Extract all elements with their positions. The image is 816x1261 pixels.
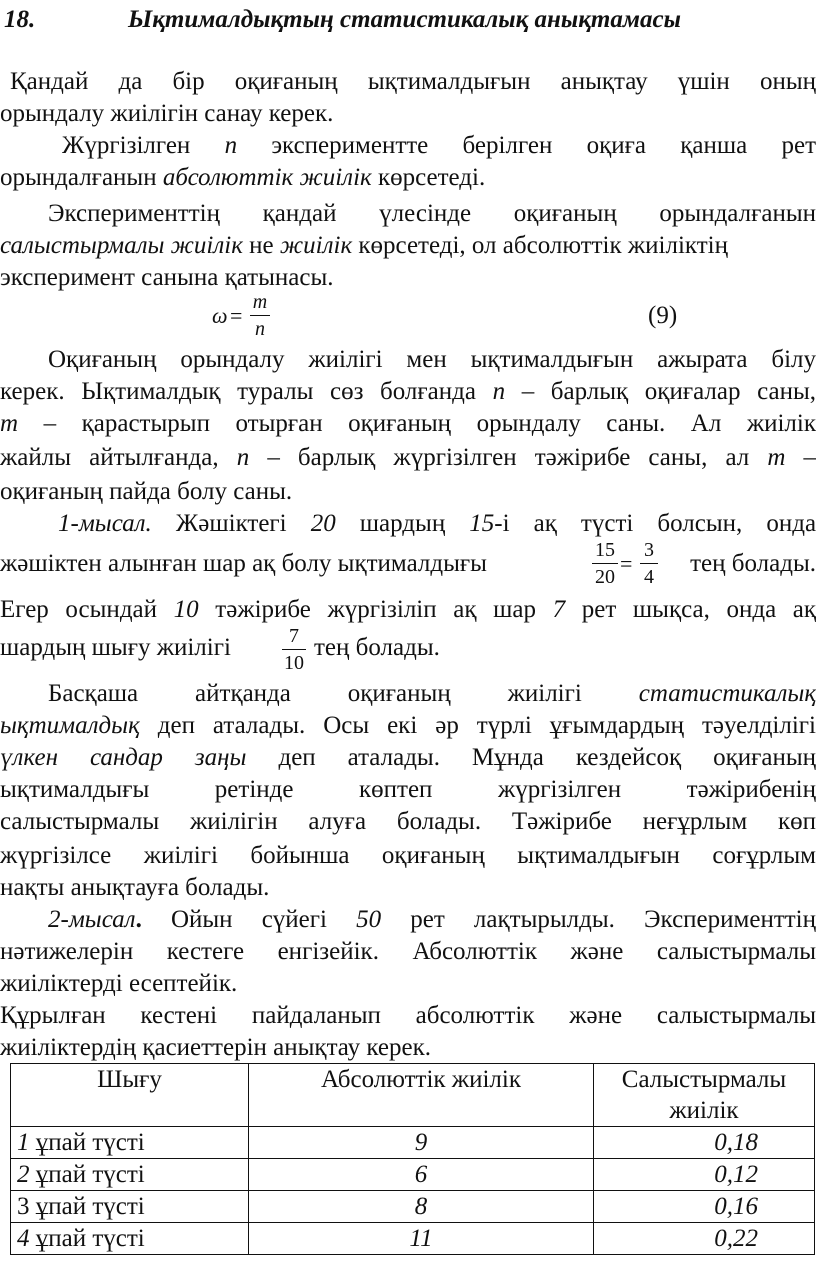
paragraph-2-line-2: орындалғанын абсолюттік жиілік көрсетеді.: [0, 164, 486, 191]
cell-outcome: 3 ұпай түсті: [11, 1191, 249, 1223]
cell-absolute: 6: [249, 1159, 594, 1191]
paragraph-5-line-2: ықтималдық деп аталады. Осы екі әр түрлі ұғымдардың тәуелділігі: [0, 712, 816, 739]
fraction-15-20: 15 20: [592, 538, 618, 589]
header-outcome: Шығу: [11, 1064, 249, 1127]
formula-numerator: m: [252, 291, 268, 313]
paragraph-4-line-4: жайлы айтылғанда, n – барлық жүргізілген тәжірибе саны, ал m –: [0, 444, 816, 471]
example-2-line-5: жиіліктердің қасиеттерін анықтау керек.: [0, 1034, 431, 1061]
term-relative-frequency: салыстырмалы жиілік: [0, 232, 243, 259]
paragraph-3-line-3: эксперимент санына қатынасы.: [0, 264, 334, 291]
paragraph-5-line-3: үлкен сандар заңы деп аталады. Мұнда кездейсоқ оқиғаның: [0, 744, 816, 771]
header-relative-frequency: Салыстырмалы жиілік: [594, 1064, 815, 1127]
formula-number: (9): [648, 302, 678, 329]
cell-absolute: 11: [249, 1223, 594, 1255]
example-2-label: 2-мысал: [48, 906, 136, 933]
paragraph-5-line-5: салыстырмалы жиілігін алуға болады. Тәжірибе неғұрлым көп: [0, 808, 816, 835]
table-row: [11, 1127, 815, 1159]
cell-absolute: 9: [249, 1127, 594, 1159]
frequency-table: [10, 1063, 815, 1255]
example-1-line-2a: жәшіктен алынған шар ақ болу ықтималдығы: [0, 550, 487, 577]
cell-outcome: 2 ұпай түсті: [11, 1159, 249, 1191]
paragraph-4-line-3: m – қарастырып отырған оқиғаның орындалу саны. Ал жиілік: [0, 410, 816, 437]
paragraph-4-line-1: Оқиғаның орындалу жиілігі мен ықтималдығын ажырата білу: [48, 346, 816, 373]
example-1-line-2b: тең болады.: [690, 550, 816, 577]
example-1-line-4a: шардың шығу жиілігі: [0, 634, 231, 661]
cell-outcome: 1 ұпай түсті: [11, 1127, 249, 1159]
fraction-equals: =: [620, 551, 633, 576]
paragraph-3-line-2: салыстырмалы жиілік не жиілік көрсетеді, ол абсолюттік жиіліктің: [0, 232, 728, 259]
paragraph-3-line-1: Эксперименттің қандай үлесінде оқиғаның орындалғанын: [48, 200, 816, 227]
formula-equals: =: [230, 303, 243, 328]
paragraph-5-line-7: нақты анықтауға болады.: [0, 874, 270, 901]
example-2-line-1: 2-мысал. Ойын сүйегі 50 рет лақтырылды. Эксперименттің: [48, 906, 816, 933]
paragraph-5-line-6: жүргізілсе жиілігі бойынша оқиғаның ықтималдығын соғұрлым: [0, 842, 816, 869]
example-2-line-4: Құрылған кестені пайдаланып абсолюттік және салыстырмалы: [0, 1002, 816, 1029]
cell-outcome: 4 ұпай түсті: [11, 1223, 249, 1255]
term-frequency: жиілік: [279, 232, 353, 259]
paragraph-4-line-5: оқиғаның пайда болу саны.: [0, 478, 293, 505]
example-1-label: 1-мысал.: [58, 510, 152, 537]
table-row: [11, 1223, 815, 1255]
example-2-line-2: нәтижелерін кестеге енгізейік. Абсолюттік және салыстырмалы: [0, 938, 816, 965]
paragraph-2-line-1: Жүргізілген n экспериментте берілген оқиға қанша рет: [62, 132, 816, 159]
example-1-line-4b: тең болады.: [314, 634, 440, 661]
cell-relative: 0,22: [594, 1223, 815, 1255]
section-number: 18.: [4, 6, 36, 33]
cell-relative: 0,16: [594, 1191, 815, 1223]
paragraph-5-line-4: ықтималдығы ретінде көптеп жүргізілген тәжірибенің: [0, 776, 816, 803]
paragraph-5-line-1: Басқаша айтқанда оқиғаның жиілігі статистикалық: [48, 680, 816, 707]
fraction-3-4: 3 4: [640, 538, 658, 589]
fraction-bar: [250, 315, 270, 316]
table-header-row: [11, 1064, 815, 1127]
variable-n: n: [224, 132, 238, 159]
paragraph-4-line-2: керек. Ықтималдық туралы сөз болғанда n – барлық оқиғалар саны,: [0, 378, 816, 405]
formula-lhs: ω: [212, 303, 228, 328]
formula-denominator: n: [255, 318, 265, 340]
formula-fraction: [250, 290, 270, 341]
cell-absolute: 8: [249, 1191, 594, 1223]
section-title: Ықтималдықтың статистикалық анықтамасы: [128, 6, 681, 33]
fraction-7-10: 7 10: [284, 625, 304, 674]
term-absolute-frequency: абсолюттік жиілік: [162, 164, 372, 191]
table-row: [11, 1191, 815, 1223]
header-absolute-frequency: Абсолюттік жиілік: [249, 1064, 594, 1127]
table-row: [11, 1159, 815, 1191]
example-2-line-3: жиіліктерді есептейік.: [0, 970, 238, 997]
example-1-line-1: 1-мысал. Жәшіктегі 20 шардың 15-і ақ түсті болсын, онда: [58, 510, 816, 537]
example-1-line-3: Егер осындай 10 тәжірибе жүргізіліп ақ шар 7 рет шықса, онда ақ: [0, 596, 816, 623]
cell-relative: 0,12: [594, 1159, 815, 1191]
paragraph-1-line-2: орындалу жиілігін санау керек.: [0, 100, 334, 127]
cell-relative: 0,18: [594, 1127, 815, 1159]
paragraph-1-line-1: Қандай да бір оқиғаның ықтималдығын анықтау үшін оның: [10, 68, 816, 95]
